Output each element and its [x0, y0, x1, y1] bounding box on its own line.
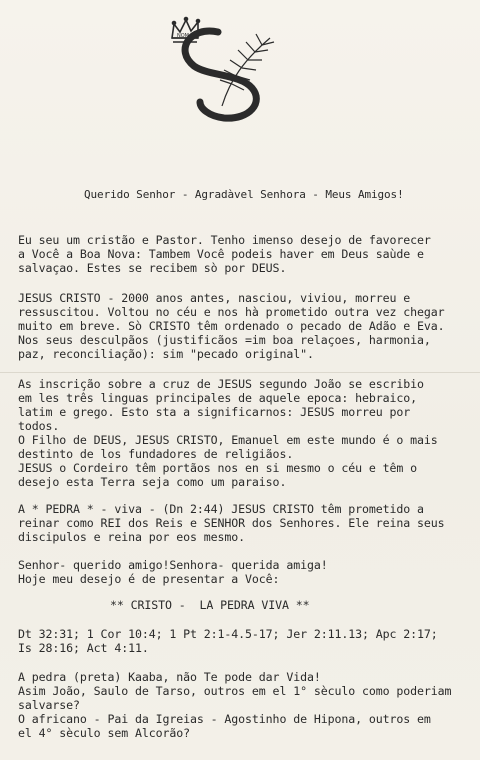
paragraph-2-line: paz, reconciliação): sim "pecado original".	[18, 347, 314, 361]
paragraph-2-line: JESUS CRISTO - 2000 anos antes, nasciou, viviou, morreu e	[18, 291, 411, 305]
paragraph-7-line: salvarse?	[18, 698, 80, 712]
paragraph-7-line: Asim João, Saulo de Tarso, outros em el 1° sèculo como poderiam	[18, 684, 452, 698]
paragraph-2-line: ressuscitou. Voltou no céu e nos hà prometido outra vez chegar	[18, 305, 445, 319]
paragraph-1-line: salvaçao. Estes se recibem sò por DEUS.	[18, 261, 287, 275]
scripture-references-line: Dt 32:31; 1 Cor 10:4; 1 Pt 2:1-4.5-17; Jer 2:11.13; Apc 2:17;	[18, 627, 438, 641]
paragraph-4-line: A * PEDRA * - viva - (Dn 2:44) JESUS CRISTO têm prometido a	[18, 502, 424, 516]
paragraph-3-line: JESUS o Cordeiro têm portãos nos en si mesmo o céu e têm o	[18, 461, 418, 475]
paragraph-7-line: el 4° sèculo sem Alcorão?	[18, 726, 191, 740]
scripture-references-line: Is 28:16; Act 4:11.	[18, 641, 149, 655]
paragraph-5-line: Senhor- querido amigo!Senhora- querida amiga!	[18, 558, 328, 572]
paragraph-2-line: muito em breve. Sò CRISTO têm ordenado o pecado de Adão e Eva.	[18, 319, 445, 333]
paragraph-4-line: discipulos e reina por eos mesmo.	[18, 530, 246, 544]
s-letter-mark	[185, 31, 256, 118]
greeting-line: Querido Senhor - Agradàvel Senhora - Meus Amigos!	[84, 188, 404, 201]
paragraph-2-line: Nos seus desculpãos (justificãos =im boa relaçoes, harmonia,	[18, 333, 431, 347]
paragraph-3-line: As inscrição sobre a cruz de JESUS segundo João se escribio	[18, 377, 424, 391]
paragraph-3-line: todos.	[18, 419, 60, 433]
paragraph-3-line: latim e grego. Esto sta a significarnos: JESUS morreu por	[18, 405, 411, 419]
paragraph-3-line: em les três linguas principales de aquele epoca: hebraico,	[18, 391, 418, 405]
paragraph-1-line: a Você a Boa Nova: Tambem Você podeis haver em Deus saùde e	[18, 247, 424, 261]
paragraph-1-line: Eu seu um cristão e Pastor. Tenho imenso desejo de favorecer	[18, 233, 431, 247]
paragraph-5-line: Hoje meu desejo é de presentar a Você:	[18, 572, 280, 586]
paragraph-3-line: O Filho de DEUS, JESUS CRISTO, Emanuel em este mundo é o mais	[18, 433, 438, 447]
crown-s-palm-logo	[160, 10, 290, 125]
paragraph-4-line: reinar como REI dos Reis e SENHOR dos Senhores. Ele reina seus	[18, 516, 445, 530]
paragraph-7-line: A pedra (preta) Kaaba, não Te pode dar Vida!	[18, 670, 321, 684]
paragraph-7-line: O africano - Pai da Igreias - Agostinho de Hipona, outros em	[18, 712, 431, 726]
centered-title-line: ** CRISTO - LA PEDRA VIVA **	[110, 598, 310, 612]
crown-lettering: NOM	[177, 33, 189, 39]
paragraph-3-line: destinto de los fundadores de religiãos.	[18, 447, 294, 461]
paragraph-3-line: desejo esta Terra seja como um paraiso.	[18, 475, 287, 489]
palm-branch-icon	[220, 34, 274, 106]
paper-fold-line	[0, 372, 480, 373]
